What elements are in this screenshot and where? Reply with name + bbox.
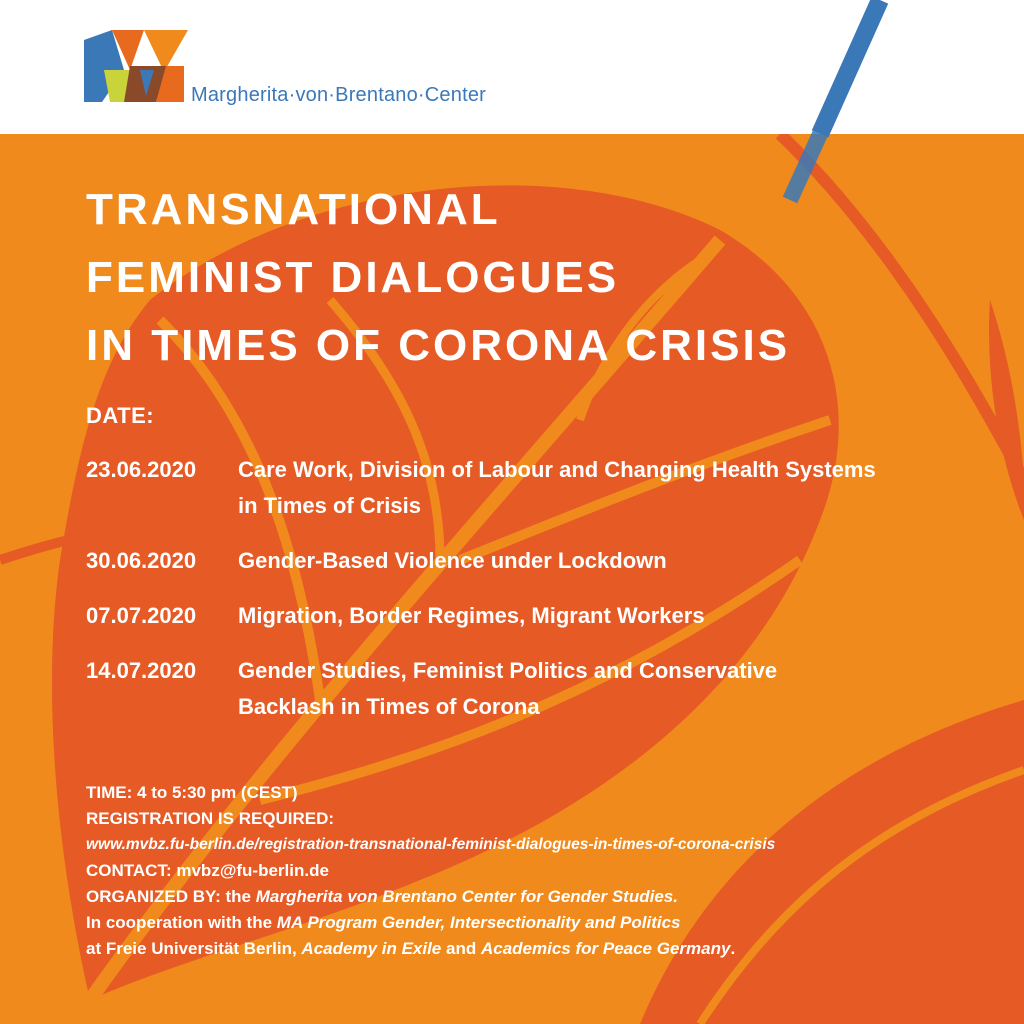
coop-academy: Academy in Exile [301,939,442,958]
session-date: 23.06.2020 [86,457,197,482]
session-item [86,452,986,524]
title-line-2: FEMINIST DIALOGUES [86,253,620,302]
blue-stem [820,0,880,134]
contact-label: CONTACT: [86,861,172,880]
coop-peace: Academics for Peace Germany [480,939,731,958]
session-item [86,653,986,725]
contact-line [86,858,986,884]
session-list [86,452,986,744]
organizer-name: Margherita von Brentano Center for Gender Studies. [255,887,678,906]
session-date: 30.06.2020 [86,548,197,573]
session-topic: Gender Studies, Feminist Politics and Conservative Backlash in Times of Corona [238,658,778,719]
title-line-1: TRANSNATIONAL [86,185,501,234]
session-topic: Migration, Border Regimes, Migrant Workers [238,603,705,628]
time-value: 4 to 5:30 pm (CEST) [137,783,298,802]
registration-label: REGISTRATION IS REQUIRED: [86,809,335,828]
organized-line [86,884,986,910]
mvbz-logo [84,30,194,110]
cooperation-line-2 [86,936,986,962]
organized-prefix: the [225,887,251,906]
coop-and: and [446,939,477,958]
time-label: TIME: [86,783,133,802]
session-topic: Care Work, Division of Labour and Changing Health Systems in Times of Crisis [238,457,876,518]
title-line-3: IN TIMES OF CORONA CRISIS [86,321,791,370]
coop-prefix: In cooperation with the [86,913,273,932]
cooperation-line-1 [86,910,986,936]
organized-label: ORGANIZED BY: [86,887,221,906]
org-name: Margherita·von·Brentano·Center [191,84,487,106]
coop-at: at Freie Universität Berlin, [86,939,297,958]
coop-end: . [730,939,736,958]
session-item [86,598,986,634]
registration-link[interactable]: www.mvbz.fu-berlin.de/registration-transnational-feminist-dialogues-in-times-of-corona-crisis [86,836,776,853]
time-line [86,780,986,806]
contact-email[interactable]: mvbz@fu-berlin.de [176,861,329,880]
session-item [86,543,986,579]
session-date: 14.07.2020 [86,658,197,683]
date-label: DATE: [86,403,155,428]
session-date: 07.07.2020 [86,603,197,628]
event-details [86,780,986,962]
event-title [86,176,790,380]
right-leaf-shape [989,300,1024,520]
coop-program: MA Program Gender, Intersectionality and Politics [276,913,681,932]
session-topic: Gender-Based Violence under Lockdown [238,548,667,573]
